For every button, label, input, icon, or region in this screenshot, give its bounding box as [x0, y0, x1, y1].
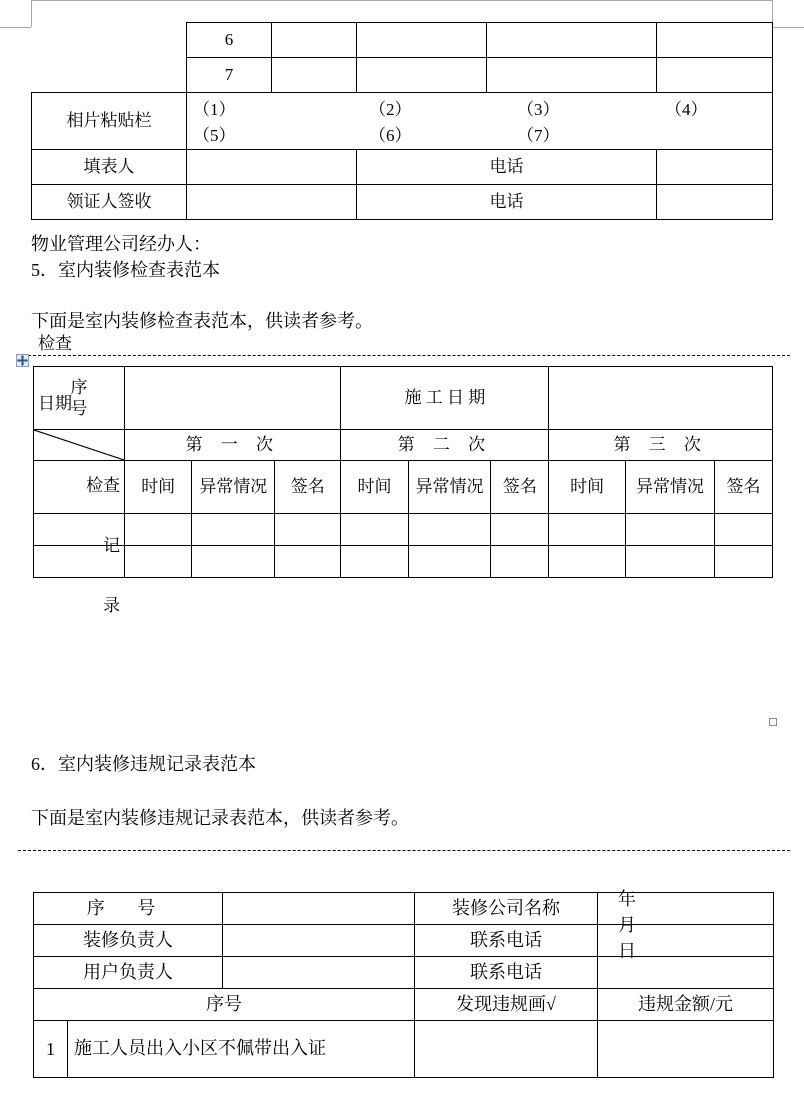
- sub-header-time-3: 时间: [549, 461, 626, 514]
- construction-date-blank-right[interactable]: [549, 367, 773, 430]
- form-filler-phone-value[interactable]: [657, 150, 773, 185]
- sub-header-time-1: 时间: [125, 461, 192, 514]
- section6-heading: 6．室内装修违规记录表范本: [31, 754, 256, 774]
- table-row[interactable]: [34, 925, 774, 957]
- serial-header-line1: 序: [70, 377, 88, 397]
- sub-header-abnormal-1: 异常情况: [192, 461, 275, 514]
- table-row[interactable]: [34, 514, 773, 546]
- form-filler-value[interactable]: [187, 150, 357, 185]
- receiver-phone-value[interactable]: [657, 185, 773, 220]
- cell-7-d[interactable]: [487, 58, 657, 93]
- cell-6-e[interactable]: [657, 23, 773, 58]
- decoration-manager-label: 装修负责人: [34, 925, 223, 957]
- list-header-check: 发现违规画√: [415, 989, 598, 1021]
- photo-slot-grid: [187, 95, 772, 147]
- cell-7-b[interactable]: [272, 58, 357, 93]
- company-name-label: 装修公司名称: [415, 893, 598, 925]
- decoration-phone-value[interactable]: [598, 925, 774, 957]
- data-cell[interactable]: [125, 514, 192, 546]
- data-cell[interactable]: [125, 546, 192, 578]
- photo-slot-6[interactable]: （6）: [369, 126, 412, 145]
- date-month-label: 月: [618, 915, 636, 935]
- table-row-form-filler[interactable]: [32, 150, 773, 185]
- form-filler-phone-label: 电话: [357, 150, 657, 185]
- diagonal-upper-line2: 记: [103, 536, 121, 556]
- table-row[interactable]: [32, 23, 773, 58]
- page-margin-guide-top: [31, 0, 773, 1]
- section-separator-5: [18, 355, 790, 356]
- user-manager-label: 用户负责人: [34, 957, 223, 989]
- construction-date-blank-left[interactable]: [125, 367, 341, 430]
- diagonal-upper-line3: 录: [103, 596, 121, 616]
- sub-header-sign-1: 签名: [275, 461, 341, 514]
- list-item[interactable]: [34, 1021, 774, 1078]
- data-cell[interactable]: [192, 514, 275, 546]
- inspection-record-diagonal-cell: [34, 333, 125, 616]
- diagonal-lower-line2: 日期: [38, 393, 72, 413]
- section-separator-6: [18, 850, 790, 851]
- page-margin-guide-top-left-h: [0, 27, 31, 28]
- data-cell[interactable]: [491, 514, 549, 546]
- visit-header-2: 第 二 次: [341, 430, 549, 461]
- photo-slot-4[interactable]: （4）: [665, 100, 708, 119]
- table-move-handle[interactable]: [16, 354, 29, 367]
- data-cell[interactable]: [275, 514, 341, 546]
- receiver-phone-label: 电话: [357, 185, 657, 220]
- data-cell[interactable]: [714, 546, 772, 578]
- photo-slot-7[interactable]: （7）: [517, 126, 560, 145]
- data-cell[interactable]: [192, 546, 275, 578]
- data-cell[interactable]: [341, 514, 408, 546]
- cell-6-c[interactable]: [357, 23, 487, 58]
- cell-serial-7[interactable]: 7: [187, 58, 272, 93]
- table-row-visit-header[interactable]: [34, 430, 773, 461]
- violation-item-desc: 施工人员出入小区不佩带出入证: [68, 1021, 415, 1078]
- form-filler-label: 填表人: [32, 150, 187, 185]
- data-cell[interactable]: [408, 546, 491, 578]
- cell-7-e[interactable]: [657, 58, 773, 93]
- table-row-receiver[interactable]: [32, 185, 773, 220]
- user-phone-label: 联系电话: [415, 957, 598, 989]
- photo-slot-5[interactable]: （5）: [193, 126, 236, 145]
- cell-serial-6[interactable]: 6: [187, 23, 272, 58]
- violation-item-check[interactable]: [415, 1021, 598, 1078]
- photo-slot-1[interactable]: （1）: [193, 100, 236, 119]
- cell-empty-left-2[interactable]: [32, 58, 187, 93]
- company-name-value[interactable]: [598, 893, 774, 925]
- table-row-header-top[interactable]: [34, 367, 773, 430]
- photo-slot-2[interactable]: （2）: [369, 100, 412, 119]
- date-year-label: 年: [618, 889, 636, 909]
- table-resize-handle[interactable]: [769, 718, 777, 726]
- photo-slot-3[interactable]: （3）: [517, 100, 560, 119]
- interior-decoration-violation-record-table[interactable]: [33, 892, 774, 1078]
- list-header-amount: 违规金额/元: [598, 989, 774, 1021]
- data-cell[interactable]: [625, 546, 714, 578]
- decoration-phone-label: 联系电话: [415, 925, 598, 957]
- table-row[interactable]: [34, 893, 774, 925]
- sub-header-sign-2: 签名: [491, 461, 549, 514]
- receiver-value[interactable]: [187, 185, 357, 220]
- photo-row-label: 相片粘贴栏: [32, 93, 187, 150]
- user-phone-value[interactable]: [598, 957, 774, 989]
- visit-header-3: 第 三 次: [549, 430, 773, 461]
- sub-header-sign-3: 签名: [714, 461, 772, 514]
- cell-empty-left-1[interactable]: [32, 23, 187, 58]
- receiver-label: 领证人签收: [32, 185, 187, 220]
- table-row-sub-header[interactable]: [34, 461, 773, 514]
- cell-6-d[interactable]: [487, 23, 657, 58]
- page-margin-guide-top-right-h: [772, 27, 804, 28]
- table-row[interactable]: [32, 58, 773, 93]
- cell-6-b[interactable]: [272, 23, 357, 58]
- handler-line: 物业管理公司经办人：: [31, 234, 211, 254]
- table-row[interactable]: [34, 546, 773, 578]
- section6-intro: 下面是室内装修违规记录表范本，供读者参考。: [31, 808, 409, 828]
- data-cell[interactable]: [408, 514, 491, 546]
- section5-intro: 下面是室内装修检查表范本，供读者参考。: [31, 311, 373, 331]
- sub-header-abnormal-2: 异常情况: [408, 461, 491, 514]
- data-cell[interactable]: [275, 546, 341, 578]
- decoration-manager-value[interactable]: [223, 925, 415, 957]
- violation-item-amount[interactable]: [598, 1021, 774, 1078]
- visit-header-1: 第 一 次: [125, 430, 341, 461]
- serial-no-label: 序 号: [34, 893, 223, 925]
- table-row-list-header[interactable]: [34, 989, 774, 1021]
- data-cell[interactable]: [549, 546, 626, 578]
- section5-heading: 5．室内装修检查表范本: [31, 260, 220, 280]
- diagonal-lower-line1: 检查: [38, 333, 72, 353]
- diagonal-upper-line1: 检查: [86, 476, 121, 496]
- serial-no-value[interactable]: [223, 893, 415, 925]
- construction-date-label: 施 工 日 期: [341, 367, 549, 430]
- cell-7-c[interactable]: [357, 58, 487, 93]
- serial-header-line2: 号: [70, 399, 88, 418]
- table-row[interactable]: [34, 957, 774, 989]
- user-manager-value[interactable]: [223, 957, 415, 989]
- data-cell[interactable]: [625, 514, 714, 546]
- data-cell[interactable]: [714, 514, 772, 546]
- data-cell[interactable]: [341, 546, 408, 578]
- table-row-photo[interactable]: [32, 93, 773, 150]
- diagonal-upper-label: [61, 436, 121, 657]
- list-header-serial: 序号: [34, 989, 415, 1021]
- diagonal-lower-label: [38, 294, 98, 454]
- sub-header-abnormal-3: 异常情况: [625, 461, 714, 514]
- photo-slot-area[interactable]: [187, 93, 773, 150]
- data-cell[interactable]: [549, 514, 626, 546]
- date-day-label: 日: [618, 941, 636, 961]
- data-cell[interactable]: [491, 546, 549, 578]
- violation-item-no: 1: [34, 1021, 68, 1078]
- sub-header-time-2: 时间: [341, 461, 408, 514]
- photo-and-signature-table[interactable]: [31, 22, 773, 220]
- interior-decoration-inspection-table[interactable]: [33, 333, 773, 616]
